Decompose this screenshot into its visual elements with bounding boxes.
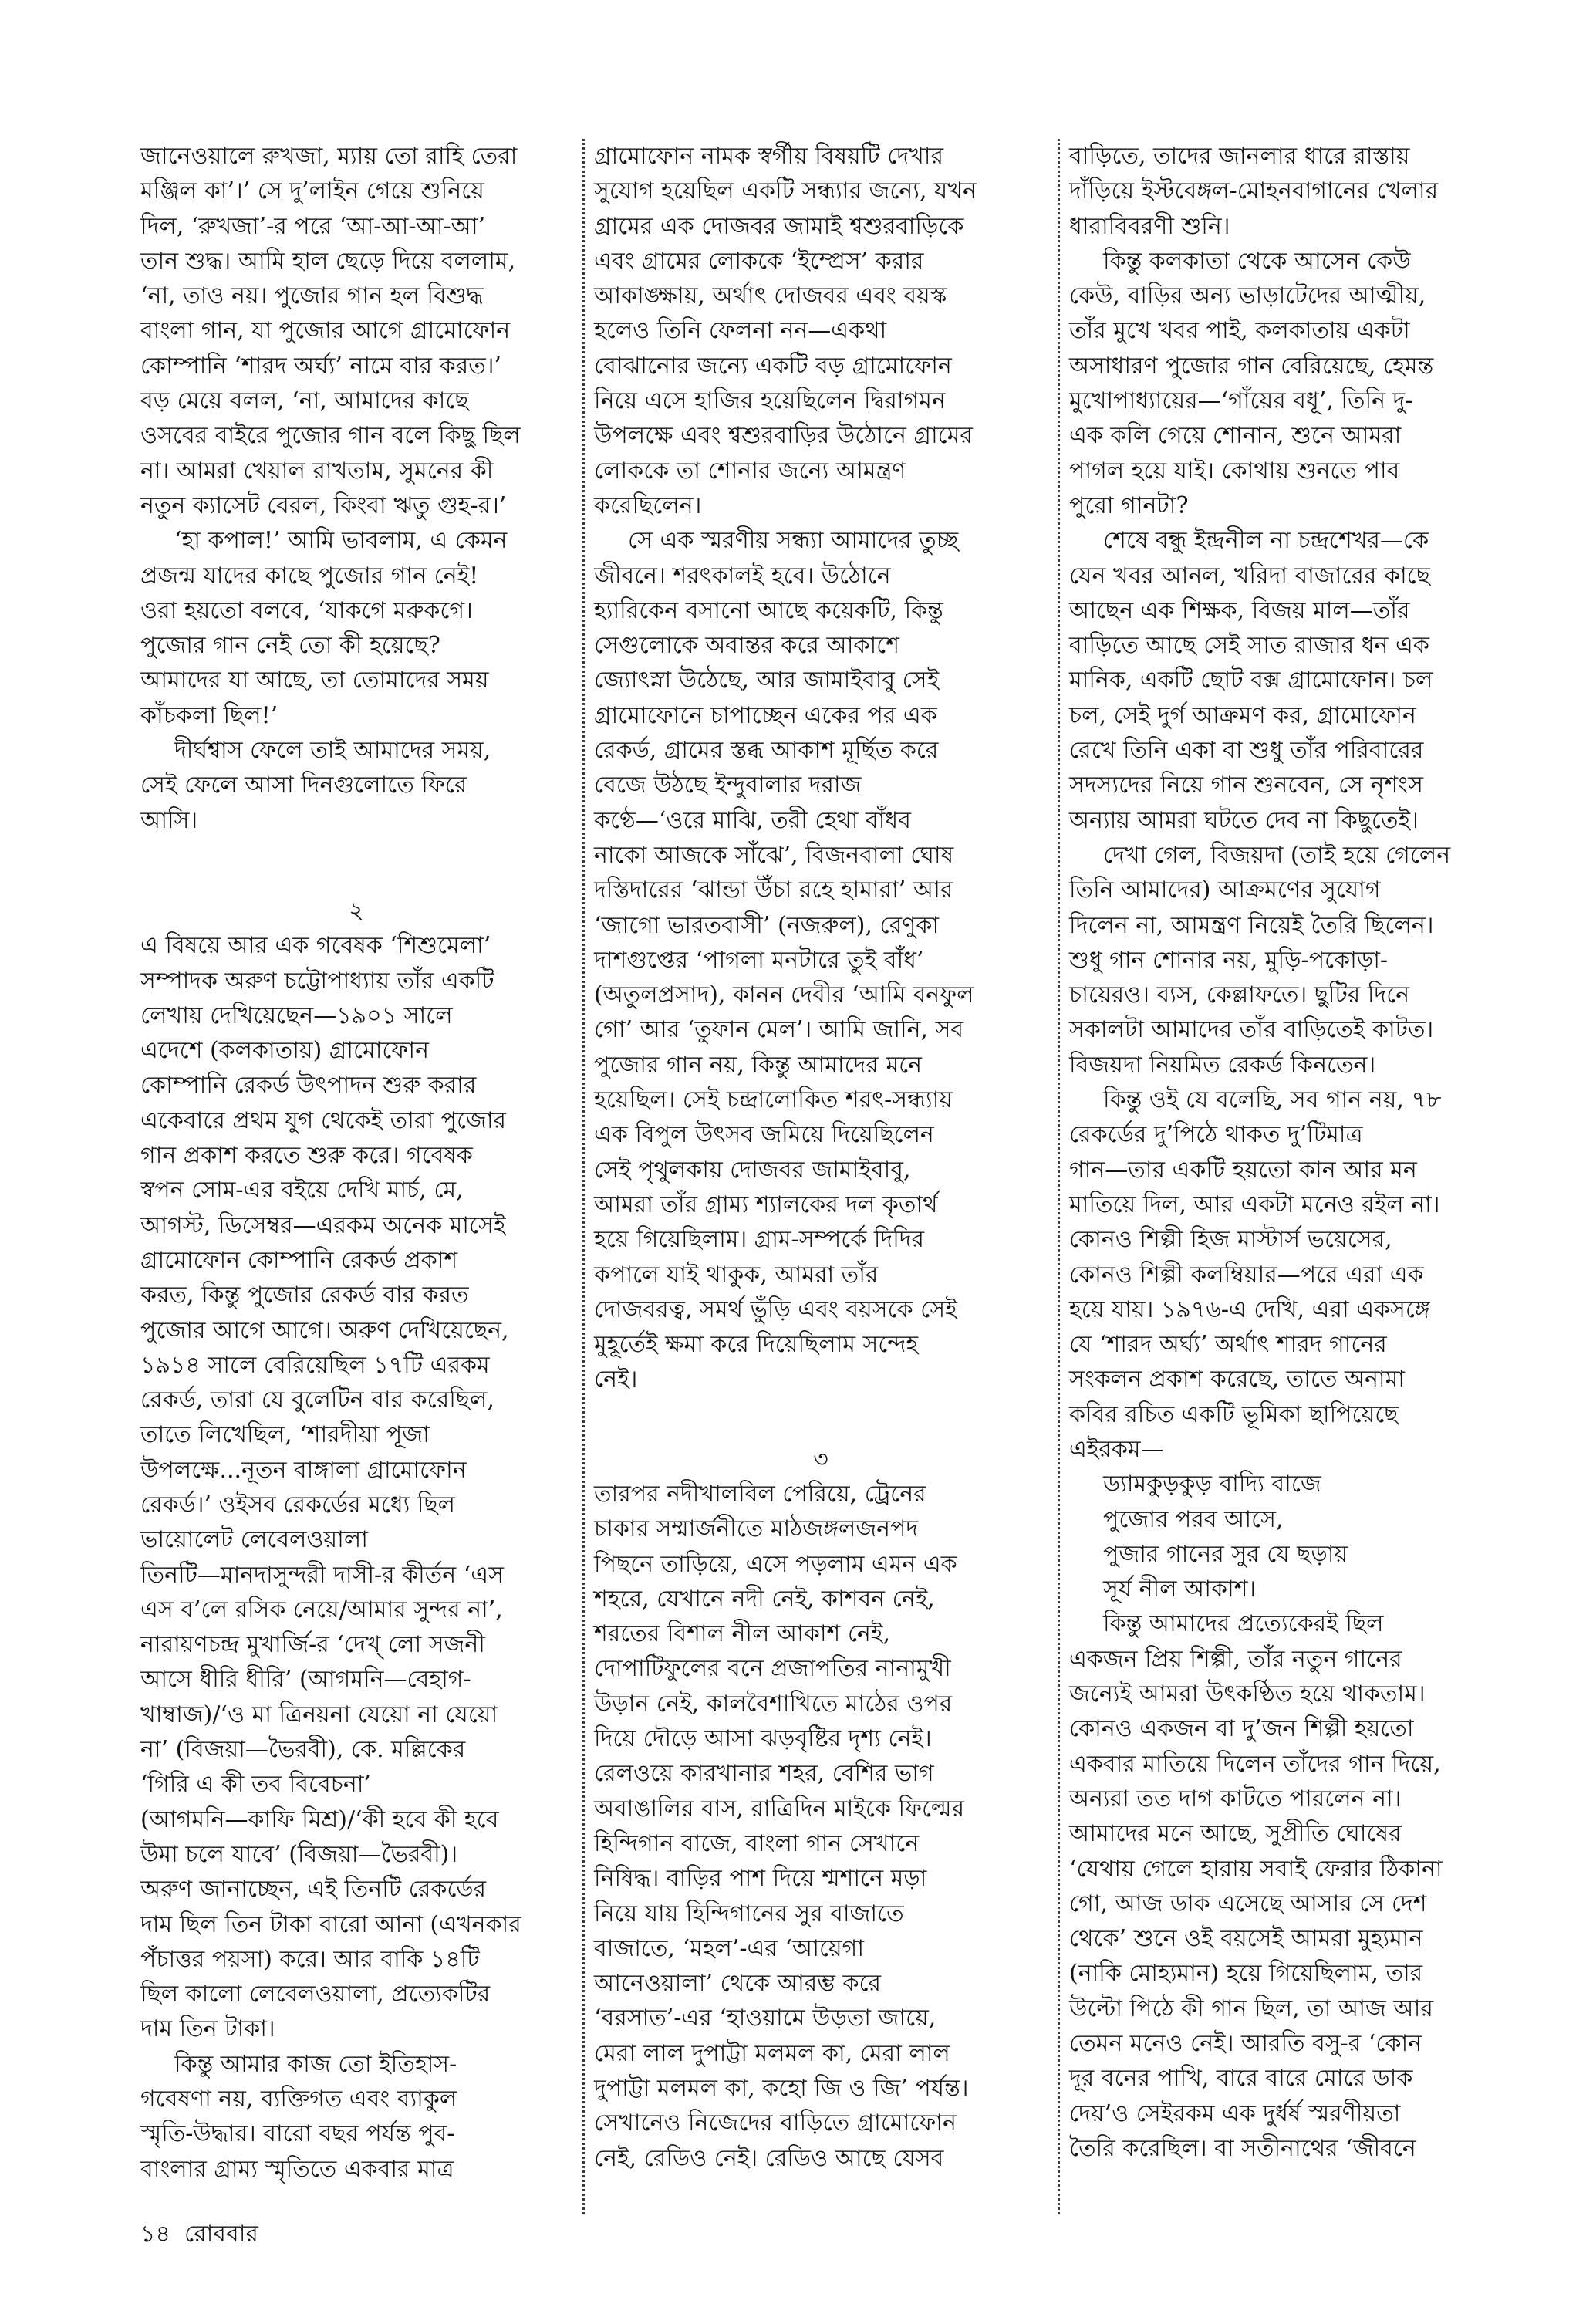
paragraph: কিন্তু ওই যে বলেছি, সব গান নয়, ৭৮ রেকর্ডের দু’পিঠে থাকত দু’টিমাত্র গান—তার একটি হয়তো কান আর মন মাতিয়ে দিল, আর একটা মনেও রইল না। কোনও শিল্পী হিজ মাস্টার্স ভয়েসের, কোনও শিল্পী কলম্বিয়ার—পরে এরা এক হয়ে যায়। ১৯৭৬-এ দেখি, এরা একসঙ্গে যে ‘শারদ অর্ঘ্য’ অর্থাৎ শারদ গানের সংকলন প্রকাশ করেছে, তাতে অনামা কবির রচিত একটি ভূমিকা ছাপিয়েছে এইরকম— <box>1069 1086 1442 1463</box>
magazine-name: রোববার <box>184 2221 258 2248</box>
paragraph: সে এক স্মরণীয় সন্ধ্যা আমাদের তুচ্ছ জীবনে। শরৎকালই হবে। উঠোনে হ্যারিকেন বসানো আছে কয়েকটি, কিন্তু সেগুলোকে অবান্তর করে আকাশে জ্যোৎস্না উঠেছে, আর জামাইবাবু সেই গ্রামোফোনে চাপাচ্ছেন একের পর এক রেকর্ড, গ্রামের স্তব্ধ আকাশ মূর্ছিত করে বেজে উঠছে ইন্দুবালার দরাজ কণ্ঠে—‘ওরে মাঝি, তরী হেথা বাঁধব নাকো আজকে সাঁঝে’, বিজনবালা ঘোষ দস্তিদারের ‘ঝান্ডা উঁচা রহে হামারা’ আর ‘জাগো ভারতবাসী’ (নজরুল), রেণুকা দাশগুপ্তের ‘পাগলা মনটারে তুই বাঁধ’ (অতুলপ্রসাদ), কানন দেবীর ‘আমি বনফুল গো’ আর ‘তুফান মেল’। আমি জানি, সব পুজোর গান নয়, কিন্তু আমাদের মনে হয়েছিল। সেই চন্দ্রালোকিত শরৎ-সন্ধ্যায় এক বিপুল উৎসব জমিয়ে দিয়েছিলেন সেই পৃথুলকায় দোজবর জামাইবাবু, আমরা তাঁর গ্রাম্য শ্যালকের দল কৃতার্থ হয়ে গিয়েছিলাম। গ্রাম-সম্পর্কে দিদির কপালে যাই থাকুক, আমরা তাঁর দোজবরত্ব, সমর্থ ভুঁড়ি এবং বয়সকে সেই মুহূর্তেই ক্ষমা করে দিয়েছিলাম সন্দেহ নেই। <box>594 527 974 1393</box>
paragraph: শেষে বন্ধু ইন্দ্রনীল না চন্দ্রশেখর—কে যেন খবর আনল, খরিদা বাজারের কাছে আছেন এক শিক্ষক, বিজয় মাল—তাঁর বাড়িতে আছে সেই সাত রাজার ধন এক মানিক, একটি ছোট বক্স গ্রামোফোন। চল চল, সেই দুর্গ আক্রমণ কর, গ্রামোফোন রেখে তিনি একা বা শুধু তাঁর পরিবারের সদস্যদের নিয়ে গান শুনবেন, সে নৃশংস অন্যায় আমরা ঘটতে দেব না কিছুতেই। <box>1069 527 1433 834</box>
poem-quote: ড্যামকুড়কুড় বাদ্যি বাজে পুজোর পরব আসে, পুজার গানের সুর যে ছড়ায় সূর্য নীল আকাশ। <box>1103 1471 1348 1603</box>
column-divider <box>1058 139 1060 2214</box>
page-number: ১৪ <box>140 2221 170 2248</box>
column-2 <box>594 139 1048 2176</box>
paragraph: কিন্তু আমার কাজ তো ইতিহাস- গবেষণা নয়, ব্যক্তিগত এবং ব্যাকুল স্মৃতি-উদ্ধার। বারো বছর পর্যন্ত পুব- বাংলার গ্রাম্য স্মৃতিতে একবার মাত্র <box>140 2050 457 2183</box>
section-number: ২ <box>349 897 364 924</box>
paragraph: এ বিষয়ে আর এক গবেষক ‘শিশুমেলা’ সম্পাদক অরুণ চট্টোপাধ্যায় তাঁর একটি লেখায় দেখিয়েছেন—১৯০১ সালে এদেশে (কলকাতায়) গ্রামোফোন কোম্পানি রেকর্ড উৎপাদন শুরু করার একেবারে প্রথম যুগ থেকেই তারা পুজোর গান প্রকাশ করতে শুরু করে। গবেষক স্বপন সোম-এর বইয়ে দেখি মার্চ, মে, আগস্ট, ডিসেম্বর—এরকম অনেক মাসেই গ্রামোফোন কোম্পানি রেকর্ড প্রকাশ করত, কিন্তু পুজোর রেকর্ড বার করত পুজোর আগে আগে। অরুণ দেখিয়েছেন, ১৯১৪ সালে বেরিয়েছিল ১৭টি এরকম রেকর্ড, তারা যে বুলেটিন বার করেছিল, তাতে লিখেছিল, ‘শারদীয়া পূজা উপলক্ষে...নূতন বাঙ্গালা গ্রামোফোন রেকর্ড।’ ওইসব রেকর্ডের মধ্যে ছিল ভায়োলেট লেবেলওয়ালা তিনটি—মানদাসুন্দরী দাসী-র কীর্তন ‘এস এস ব’লে রসিক নেয়ে/আমার সুন্দর না’, নারায়ণচন্দ্র মুখার্জি-র ‘দেখ্ লো সজনী আসে ধীরি ধীরি’ (আগমনি—বেহাগ- খাম্বাজ)/‘ও মা ত্রিনয়না যেয়ো না যেয়ো না’ (বিজয়া—ভৈরবী), কে. মল্লিকের ‘গিরি এ কী তব বিবেচনা’ (আগমনি—কাফি মিশ্র)/‘কী হবে কী হবে উমা চলে যাবে’ (বিজয়া—ভৈরবী)। অরুণ জানাচ্ছেন, এই তিনটি রেকর্ডের দাম ছিল তিন টাকা বারো আনা (এখনকার পঁচাত্তর পয়সা) করে। আর বাকি ১৪টি ছিল কালো লেবেলওয়ালা, প্রত্যেকটির দাম তিন টাকা। <box>140 932 521 2043</box>
column-3 <box>1069 139 1513 2166</box>
paragraph: কিন্তু আমাদের প্রত্যেকেরই ছিল একজন প্রিয় শিল্পী, তাঁর নতুন গানের জন্যেই আমরা উৎকণ্ঠিত হয়ে থাকতাম। কোনও একজন বা দু’জন শিল্পী হয়তো একবার মাতিয়ে দিলেন তাঁদের গান দিয়ে, অন্যরা তত দাগ কাটতে পারলেন না। আমাদের মনে আছে, সুপ্রীতি ঘোষের ‘যেথায় গেলে হারায় সবাই ফেরার ঠিকানা গো, আজ ডাক এসেছে আসার সে দেশ থেকে’ শুনে ওই বয়সেই আমরা মুহ্যমান (নাকি মোহ্যমান) হয়ে গিয়েছিলাম, তার উল্টো পিঠে কী গান ছিল, তা আজ আর তেমন মনেও নেই। আরতি বসু-র ‘কোন দূর বনের পাখি, বারে বারে মোরে ডাক দেয়’ও সেইরকম এক দুর্ধর্ষ স্মরণীয়তা তৈরি করেছিল। বা সতীনাথের ‘জীবনে <box>1069 1610 1443 2162</box>
column-divider <box>582 139 585 2214</box>
paragraph: দীর্ঘশ্বাস ফেলে তাই আমাদের সময়, সেই ফেলে আসা দিনগুলোতে ফিরে আসি। <box>140 737 491 834</box>
column-1 <box>140 139 572 2187</box>
page-footer <box>140 2219 272 2250</box>
paragraph: বাড়িতে, তাদের জানলার ধারে রাস্তায় দাঁড়িয়ে ইস্টবেঙ্গল-মোহনবাগানের খেলার ধারাবিবরণী শুনি। <box>1069 143 1439 240</box>
paragraph: গ্রামোফোন নামক স্বর্গীয় বিষয়টি দেখার সুযোগ হয়েছিল একটি সন্ধ্যার জন্যে, যখন গ্রামের এক দোজবর জামাই শ্বশুরবাড়িকে এবং গ্রামের লোককে ‘ইম্প্রেস’ করার আকাঙ্ক্ষায়, অর্থাৎ দোজবর এবং বয়স্ক হলেও তিনি ফেলনা নন—একথা বোঝানোর জন্যে একটি বড় গ্রামোফোন নিয়ে এসে হাজির হয়েছিলেন দ্বিরাগমন উপলক্ষে এবং শ্বশুরবাড়ির উঠোনে গ্রামের লোককে তা শোনার জন্যে আমন্ত্রণ করেছিলেন। <box>594 143 977 519</box>
paragraph: ‘হা কপাল!’ আমি ভাবলাম, এ কেমন প্রজন্ম যাদের কাছে পুজোর গান নেই! ওরা হয়তো বলবে, ‘যাকগে মরুকগে। পুজোর গান নেই তো কী হয়েছে? আমাদের যা আছে, তা তোমাদের সময় কাঁচকলা ছিল!’ <box>140 527 508 729</box>
paragraph: কিন্তু কলকাতা থেকে আসেন কেউ কেউ, বাড়ির অন্য ভাড়াটেদের আত্মীয়, তাঁর মুখে খবর পাই, কলকাতায় একটা অসাধারণ পুজোর গান বেরিয়েছে, হেমন্ত মুখোপাধ্যায়ের—‘গাঁয়ের বধূ’, তিনি দু- এক কলি গেয়ে শোনান, শুনে আমরা পাগল হয়ে যাই। কোথায় শুনতে পাব পুরো গানটা? <box>1069 247 1434 519</box>
paragraph: তারপর নদীখালবিল পেরিয়ে, ট্রেনের চাকার সম্মার্জনীতে মাঠজঙ্গলজনপদ পিছনে তাড়িয়ে, এসে পড়লাম এমন এক শহরে, যেখানে নদী নেই, কাশবন নেই, শরতের বিশাল নীল আকাশ নেই, দোপাটিফুলের বনে প্রজাপতির নানামুখী উড়ান নেই, কালবৈশাখিতে মাঠের ওপর দিয়ে দৌড়ে আসা ঝড়বৃষ্টির দৃশ্য নেই। রেলওয়ে কারখানার শহর, বেশির ভাগ অবাঙালির বাস, রাত্রিদিন মাইকে ফিল্মের হিন্দিগান বাজে, বাংলা গান সেখানে নিষিদ্ধ। বাড়ির পাশ দিয়ে শ্মশানে মড়া নিয়ে যায় হিন্দিগানের সুর বাজাতে বাজাতে, ‘মহল’-এর ‘আয়েগা আনেওয়ালা’ থেকে আরম্ভ করে ‘বরসাত’-এর ‘হাওয়ামে উড়তা জায়ে, মেরা লাল দুপাট্টা মলমল কা, মেরা লাল দুপাট্টা মলমল কা, কহো জি ও জি’ পর্যন্ত। সেখানেও নিজেদের বাড়িতে গ্রামোফোন নেই, রেডিও নেই। রেডিও আছে যেসব <box>594 1480 969 2172</box>
paragraph: জানেওয়ালে রুখজা, ম্যায় তো রাহি তেরা মঞ্জিল কা’।’ সে দু’লাইন গেয়ে শুনিয়ে দিল, ‘রুখজা’-র পরে ‘আ-আ-আ-আ’ তান শুদ্ধ। আমি হাল ছেড়ে দিয়ে বললাম, ‘না, তাও নয়। পুজোর গান হল বিশুদ্ধ বাংলা গান, যা পুজোর আগে গ্রামোফোন কোম্পানি ‘শারদ অর্ঘ্য’ নামে বার করত।’ বড় মেয়ে বলল, ‘না, আমাদের কাছে ওসবের বাইরে পুজোর গান বলে কিছু ছিল না। আমরা খেয়াল রাখতাম, সুমনের কী নতুন ক্যাসেট বেরল, কিংবা ঋতু গুহ-র।’ <box>140 143 521 519</box>
paragraph: দেখা গেল, বিজয়দা (তাই হয়ে গেলেন তিনি আমাদের) আক্রমণের সুযোগ দিলেন না, আমন্ত্রণ নিয়েই তৈরি ছিলেন। শুধু গান শোনার নয়, মুড়ি-পকোড়া- চায়েরও। ব্যস, কেল্লাফতে। ছুটির দিনে সকালটা আমাদের তাঁর বাড়িতেই কাটত। বিজয়দা নিয়মিত রেকর্ড কিনতেন। <box>1069 841 1451 1079</box>
section-number: ৩ <box>813 1445 828 1473</box>
